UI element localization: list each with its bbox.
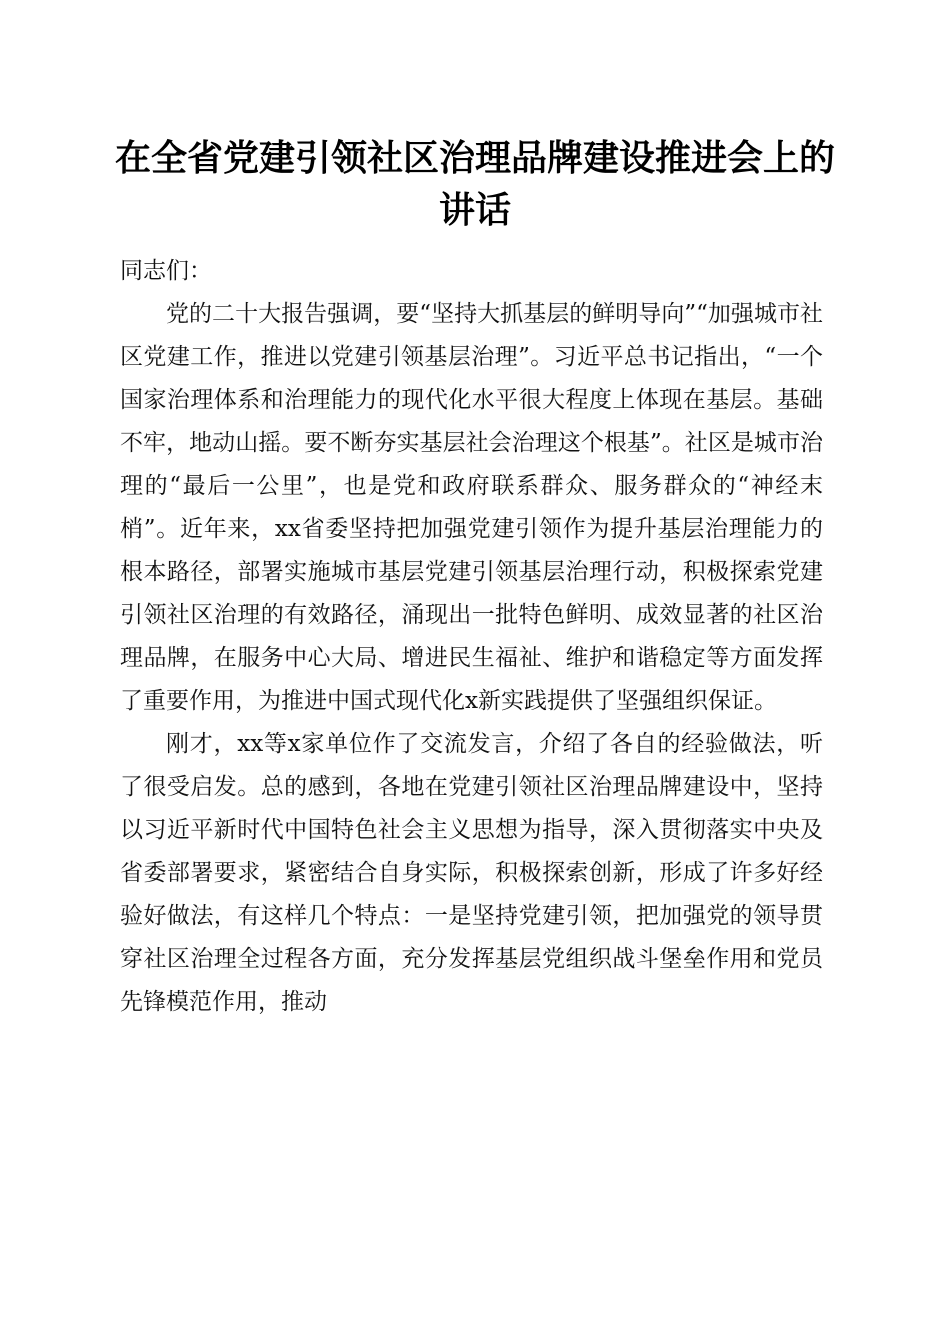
body-paragraph-2: 刚才，xx等x家单位作了交流发言，介绍了各自的经验做法，听了很受启发。总的感到，各地在党建引领社区治理品牌建设中，坚持以习近平新时代中国特色社会主义思想为指导，深入贯彻落实中央及省委部署要求，紧密结合自身实际，积极探索创新，形成了许多好经验好做法，有这样几个特点：一是坚持党建引领，把加强党的领导贯穿社区治理全过程各方面，充分发挥基层党组织战斗堡垒作用和党员先锋模范作用，推动	[120, 731, 823, 1015]
document-body	[120, 250, 823, 1024]
document-title: 在全省党建引领社区治理品牌建设推进会上的讲话	[114, 137, 835, 231]
salutation: 同志们：	[120, 258, 212, 284]
body-paragraph-1: 党的二十大报告强调，要“坚持大抓基层的鲜明导向”“加强城市社区党建工作，推进以党建引领基层治理”。习近平总书记指出，“一个国家治理体系和治理能力的现代化水平很大程度上体现在基层。基础不牢，地动山摇。要不断夯实基层社会治理这个根基”。社区是城市治理的“最后一公里”，也是党和政府联系群众、服务群众的“神经末梢”。近年来，xx省委坚持把加强党建引领作为提升基层治理能力的根本路径，部署实施城市基层党建引领基层治理行动，积极探索党建引领社区治理的有效路径，涌现出一批特色鲜明、成效显著的社区治理品牌，在服务中心大局、增进民生福祉、维护和谐稳定等方面发挥了重要作用，为推进中国式现代化x新实践提供了坚强组织保证。	[120, 301, 823, 714]
